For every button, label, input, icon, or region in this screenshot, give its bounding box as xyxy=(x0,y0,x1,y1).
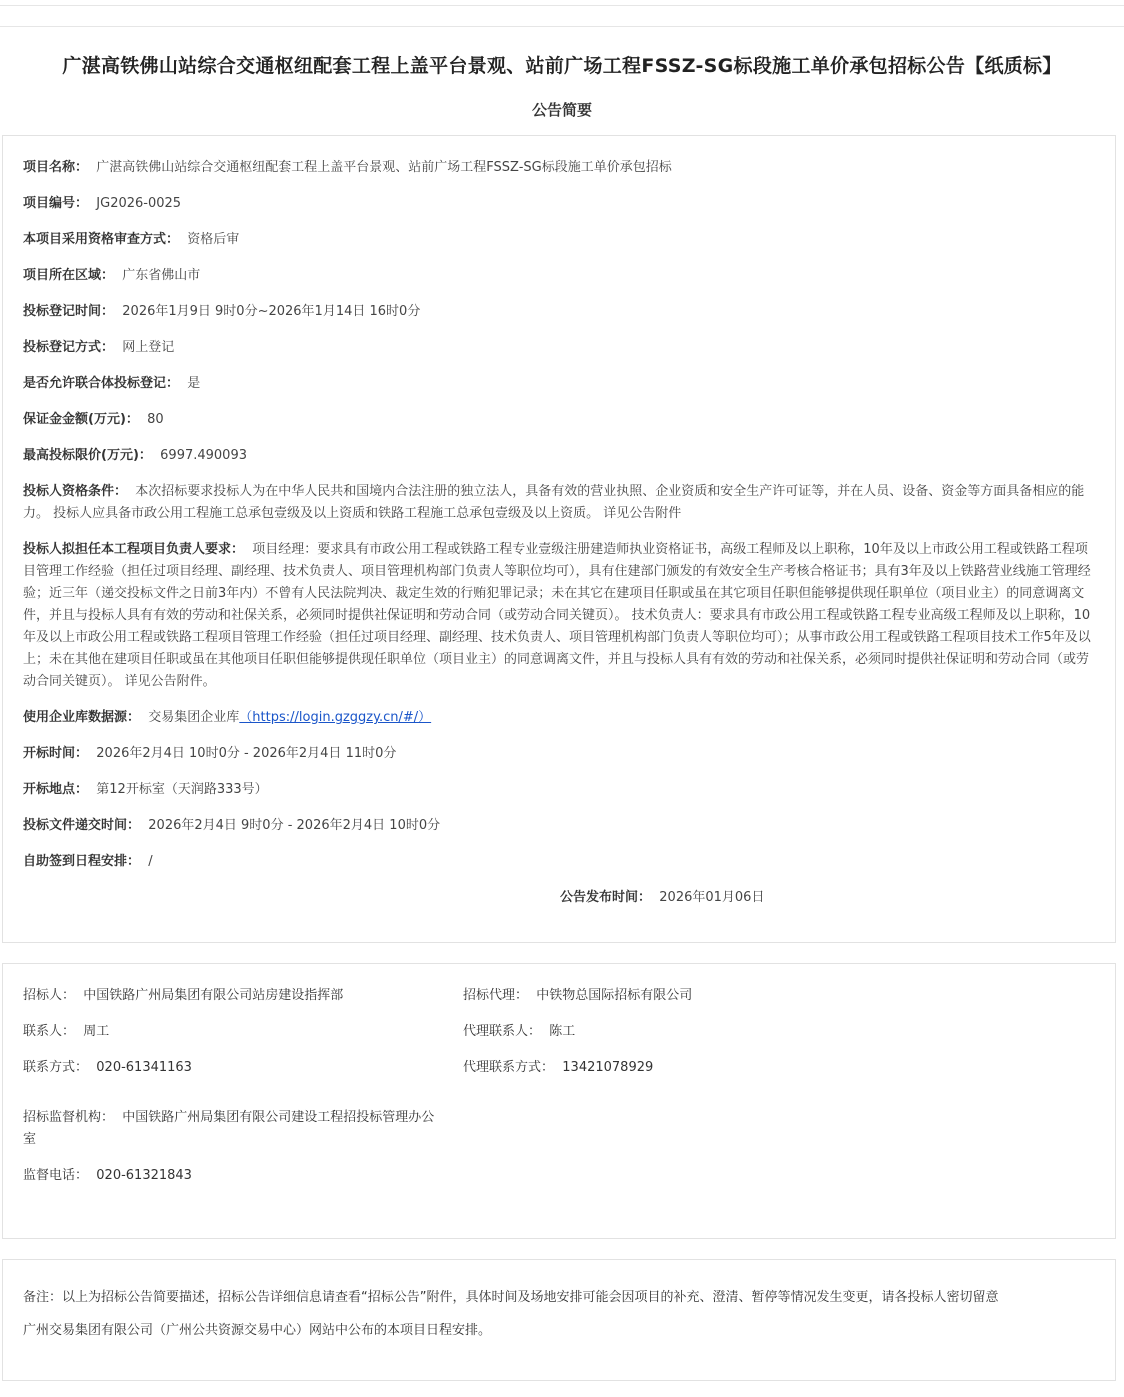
field-label: 投标登记时间： xyxy=(23,304,115,319)
summary-panel xyxy=(2,135,1116,943)
field-value: 资格后审 xyxy=(187,232,240,247)
field-reg-method xyxy=(23,337,1097,359)
field-open-place xyxy=(23,779,1097,801)
field-region xyxy=(23,265,1097,287)
field-label: 最高投标限价(万元)： xyxy=(23,448,152,463)
field-label: 联系方式： xyxy=(23,1060,89,1075)
field-label: 项目名称： xyxy=(23,160,89,175)
field-project-name xyxy=(23,157,1097,179)
field-label: 投标登记方式： xyxy=(23,340,115,355)
field-supervisor xyxy=(23,1107,443,1151)
field-value: 6997.490093 xyxy=(160,448,247,463)
field-label: 公告发布时间： xyxy=(560,890,652,905)
field-value: 中国铁路广州局集团有限公司建设工程招投标管理办公室 xyxy=(23,1110,435,1147)
field-value: 网上登记 xyxy=(122,340,175,355)
field-value: 项目经理：要求具有市政公用工程或铁路工程专业壹级注册建造师执业资格证书，高级工程师及以上职称，10年及以上市政公用工程或铁路工程项目管理工作经验（担任过项目经理、副经理、技术负责人、项目管理机构部门负责人等职位均可），具有住建部门颁发的有效安全生产考核合格证书；具有3年及以上铁路营业线施工管理经验；近三年（递交投标文件之日前3年内）不曾有人民法院判决、裁定生效的行贿犯罪记录；未在其它在建项目任职或虽在其它项目任职但能够提供现任职单位（项目业主）的同意调离文件，并且与投标人具有有效的劳动和社保关系，必须同时提供社保证明和劳动合同（或劳动合同关键页）。 技术负责人：要求具有市政公用工程或铁路工程专业高级工程师及以上职称，10年及以上市政公用工程或铁路工程项目管理工作经验（担任过项目经理、副经理、技术负责人、项目管理机构部门负责人等职位均可）；从事市政公用工程或铁路工程项目技术工作5年及以上；未在其他在建项目任职或虽在其他项目任职但能够提供现任职单位（项目业主）的同意调离文件，并且与投标人具有有效的劳动和社保关系，必须同时提供社保证明和劳动合同（或劳动合同关键页）。 详见公告附件。 xyxy=(23,542,1091,689)
field-value: 陈工 xyxy=(549,1024,576,1039)
note-line-1: 备注：以上为招标公告简要描述，招标公告详细信息请查看“招标公告”附件，具体时间及场地安排可能会因项目的补充、澄清、暂停等情况发生变更，请各投标人密切留意 xyxy=(23,1290,999,1305)
field-label: 投标人资格条件： xyxy=(23,484,128,499)
field-agent xyxy=(463,985,692,1007)
field-max-price xyxy=(23,445,1097,467)
field-manager-requirement xyxy=(23,539,1097,693)
field-label: 招标代理： xyxy=(463,988,529,1003)
field-reg-time xyxy=(23,301,1097,323)
field-value: 020-61321843 xyxy=(96,1168,192,1183)
field-qualification xyxy=(23,481,1097,525)
enterprise-db-link[interactable]: （https://login.gzggzy.cn/#/） xyxy=(239,710,432,725)
field-value: 交易集团企业库 xyxy=(148,710,240,725)
field-label: 代理联系方式： xyxy=(463,1060,555,1075)
top-divider xyxy=(0,5,1124,6)
field-label: 自助签到日程安排： xyxy=(23,854,141,869)
page-title: 广湛高铁佛山站综合交通枢纽配套工程上盖平台景观、站前广场工程FSSZ-SG标段施工单价承包招标公告【纸质标】 xyxy=(62,55,1062,77)
field-value: 2026年1月9日 9时0分~2026年1月14日 16时0分 xyxy=(122,304,421,319)
field-label: 招标监督机构： xyxy=(23,1110,115,1125)
field-value: 中铁物总国际招标有限公司 xyxy=(536,988,693,1003)
field-label: 保证金金额(万元)： xyxy=(23,412,139,427)
field-supervisor-phone xyxy=(23,1165,443,1187)
field-label: 投标人拟担任本工程项目负责人要求： xyxy=(23,542,245,557)
field-agent-contact xyxy=(463,1021,575,1043)
field-agent-phone xyxy=(463,1057,653,1079)
field-label: 是否允许联合体投标登记： xyxy=(23,376,180,391)
field-value: 2026年2月4日 9时0分 - 2026年2月4日 10时0分 xyxy=(148,818,441,833)
field-label: 开标地点： xyxy=(23,782,89,797)
field-value: 2026年2月4日 10时0分 - 2026年2月4日 11时0分 xyxy=(96,746,397,761)
field-value: 第12开标室（天润路333号） xyxy=(96,782,268,797)
field-submit-time xyxy=(23,815,1097,837)
field-publish-time xyxy=(560,887,764,909)
field-label: 项目所在区域： xyxy=(23,268,115,283)
field-label: 投标文件递交时间： xyxy=(23,818,141,833)
page-subtitle: 公告简要 xyxy=(531,101,592,119)
field-value: 本次招标要求投标人为在中华人民共和国境内合法注册的独立法人，具备有效的营业执照、企业资质和安全生产许可证等，并在人员、设备、资金等方面具备相应的能力。 投标人应具备市政公用工程施工总承包壹级及以上资质和铁路工程施工总承包壹级及以上资质。 详见公告附件 xyxy=(23,484,1085,521)
field-open-time xyxy=(23,743,1097,765)
field-label: 项目编号： xyxy=(23,196,89,211)
field-value: 中国铁路广州局集团有限公司站房建设指挥部 xyxy=(83,988,344,1003)
field-value: 广东省佛山市 xyxy=(122,268,201,283)
field-contact xyxy=(23,1021,443,1043)
field-label: 使用企业库数据源： xyxy=(23,710,141,725)
field-label: 招标人： xyxy=(23,988,76,1003)
field-label: 开标时间： xyxy=(23,746,89,761)
field-value: 020-61341163 xyxy=(96,1060,192,1075)
field-project-no xyxy=(23,193,1097,215)
header xyxy=(0,26,1124,120)
note-line-2: 广州交易集团有限公司（广州公共资源交易中心）网站中公布的本项目日程安排。 xyxy=(23,1323,492,1338)
field-label: 代理联系人： xyxy=(463,1024,542,1039)
field-value: 周工 xyxy=(83,1024,110,1039)
field-value: 80 xyxy=(147,412,164,427)
field-signin-schedule xyxy=(23,851,1097,873)
field-value: / xyxy=(148,854,153,869)
field-value: 是 xyxy=(187,376,201,391)
note-panel xyxy=(2,1259,1116,1381)
field-tenderer xyxy=(23,985,443,1007)
field-review-method xyxy=(23,229,1097,251)
field-label: 监督电话： xyxy=(23,1168,89,1183)
field-label: 联系人： xyxy=(23,1024,76,1039)
field-value: JG2026-0025 xyxy=(96,196,182,211)
field-value: 13421078929 xyxy=(562,1060,654,1075)
field-value: 广湛高铁佛山站综合交通枢纽配套工程上盖平台景观、站前广场工程FSSZ-SG标段施工单价承包招标 xyxy=(96,160,672,175)
contacts-panel xyxy=(2,963,1116,1239)
field-enterprise-db xyxy=(23,707,1097,729)
field-value: 2026年01月06日 xyxy=(659,890,765,905)
field-label: 本项目采用资格审查方式： xyxy=(23,232,180,247)
field-consortium xyxy=(23,373,1097,395)
field-phone xyxy=(23,1057,443,1079)
field-deposit xyxy=(23,409,1097,431)
